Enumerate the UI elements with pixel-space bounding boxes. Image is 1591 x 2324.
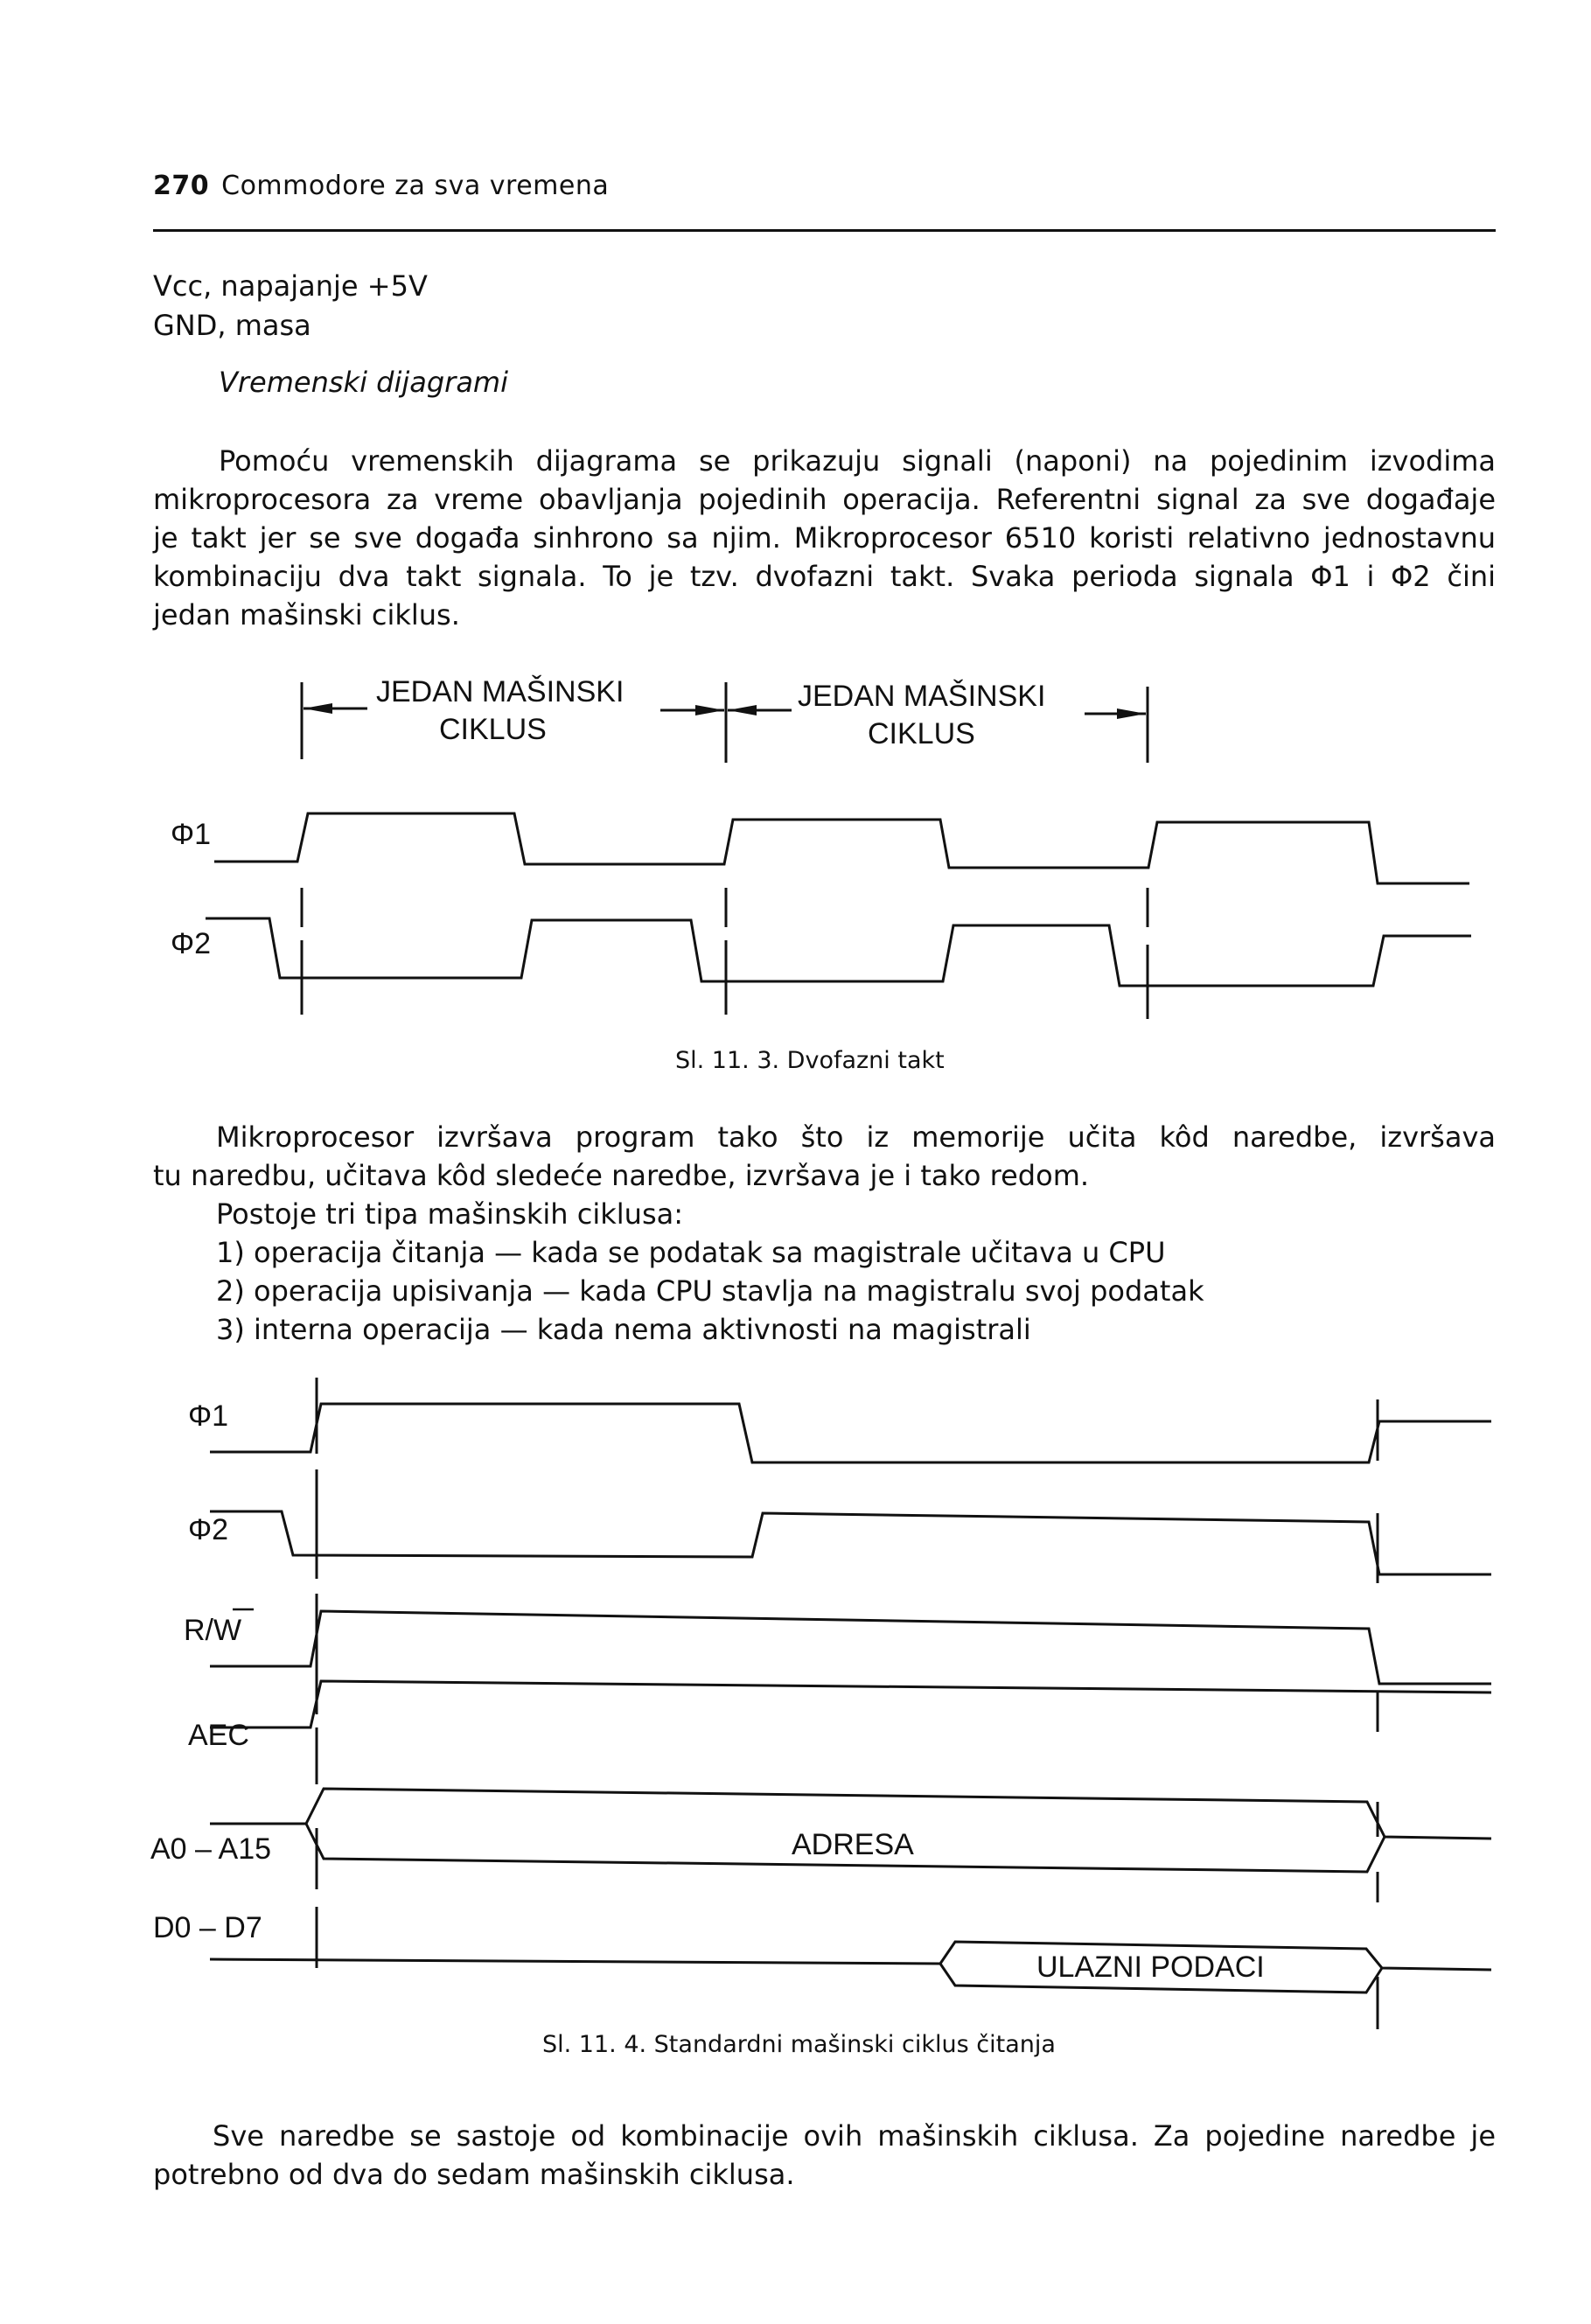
signal-label-phi1: Φ1 [188, 1399, 229, 1433]
phi1-label: Φ1 [171, 818, 212, 851]
cycle-label-2b: CIKLUS [868, 717, 975, 750]
arrowhead [304, 703, 332, 714]
data-label: ULAZNI PODACI [1036, 1951, 1265, 1984]
signal-label-data: D0 – D7 [153, 1911, 262, 1944]
two-phase-clock-diagram [0, 665, 1591, 1067]
paragraph-line: jedan mašinski ciklus. [153, 598, 460, 632]
arrowhead [728, 705, 757, 715]
phi2-waveform [210, 1511, 1491, 1574]
signal-label-address: A0 – A15 [150, 1832, 272, 1866]
arrowhead [695, 705, 724, 715]
section-title: Vremenski dijagrami [219, 366, 508, 399]
paragraph-3 [153, 2117, 1496, 2194]
paragraph-line: Mikroprocesor izvršava program tako što iz memorije učita kôd naredbe, izvršava [216, 1120, 1496, 1154]
phi1-waveform [214, 813, 1469, 883]
list-item: 1) operacija čitanja — kada se podatak sa magistrale učitava u CPU [216, 1236, 1166, 1269]
figure-2-caption: Sl. 11. 4. Standardni mašinski ciklus čitanja [542, 2031, 1056, 2058]
list-item: 2) operacija upisivanja — kada CPU stavlja na magistralu svoj podatak [216, 1274, 1204, 1308]
phi1-waveform [210, 1404, 1491, 1462]
cycle-label-1: JEDAN MAŠINSKI [376, 675, 625, 708]
cycle-label-1b: CIKLUS [439, 713, 547, 746]
paragraph-line: kombinaciju dva takt signala. To je tzv. dvofazni takt. Svaka perioda signala Φ1 i Φ2 čini [153, 560, 1496, 593]
page-number: 270 [153, 171, 210, 201]
arrowhead [1117, 708, 1146, 719]
phi2-waveform [206, 918, 1471, 986]
cycle-label-2: JEDAN MAŠINSKI [798, 680, 1046, 713]
aec-waveform [210, 1681, 1491, 1727]
running-head [153, 171, 609, 201]
signal-label-rw: R/W [184, 1614, 242, 1647]
list-item: 3) interna operacija — kada nema aktivnosti na magistrali [216, 1313, 1031, 1346]
paragraph-line: Pomoću vremenskih dijagrama se prikazuju signali (naponi) na pojedinim izvodima [219, 444, 1496, 478]
header-rule [153, 229, 1496, 232]
paragraph-line: tu naredbu, učitava kôd sledeće naredbe, izvršava je i tako redom. [153, 1159, 1090, 1192]
paragraph-line: je takt jer se sve događa sinhrono sa njim. Mikroprocesor 6510 koristi relativno jednostavnu [153, 521, 1496, 555]
paragraph-2 [153, 1118, 1496, 1195]
pin-vcc: Vcc, napajanje +5V [153, 269, 428, 303]
signal-label-aec: AEC [188, 1719, 249, 1752]
paragraph-line: potrebno od dva do sedam mašinskih ciklusa. [153, 2158, 795, 2191]
signal-label-phi2: Φ2 [188, 1513, 229, 1546]
rw-waveform [210, 1611, 1491, 1684]
list-intro: Postoje tri tipa mašinskih ciklusa: [216, 1197, 683, 1231]
figure-1-caption: Sl. 11. 3. Dvofazni takt [675, 1047, 945, 1074]
paragraph-line: mikroprocesora za vreme obavljanja pojedinih operacija. Referentni signal za sve događaje [153, 483, 1496, 516]
phi2-label: Φ2 [171, 927, 212, 960]
read-cycle-timing-diagram [0, 1364, 1591, 2029]
pin-gnd: GND, masa [153, 309, 311, 342]
address-label: ADRESA [792, 1828, 914, 1861]
paragraph-1 [153, 442, 1496, 634]
cycle-types-list [216, 1195, 1204, 1349]
running-title: Commodore za sva vremena [221, 171, 610, 201]
paragraph-line: Sve naredbe se sastoje od kombinacije ovih mašinskih ciklusa. Za pojedine naredbe je [213, 2119, 1496, 2153]
